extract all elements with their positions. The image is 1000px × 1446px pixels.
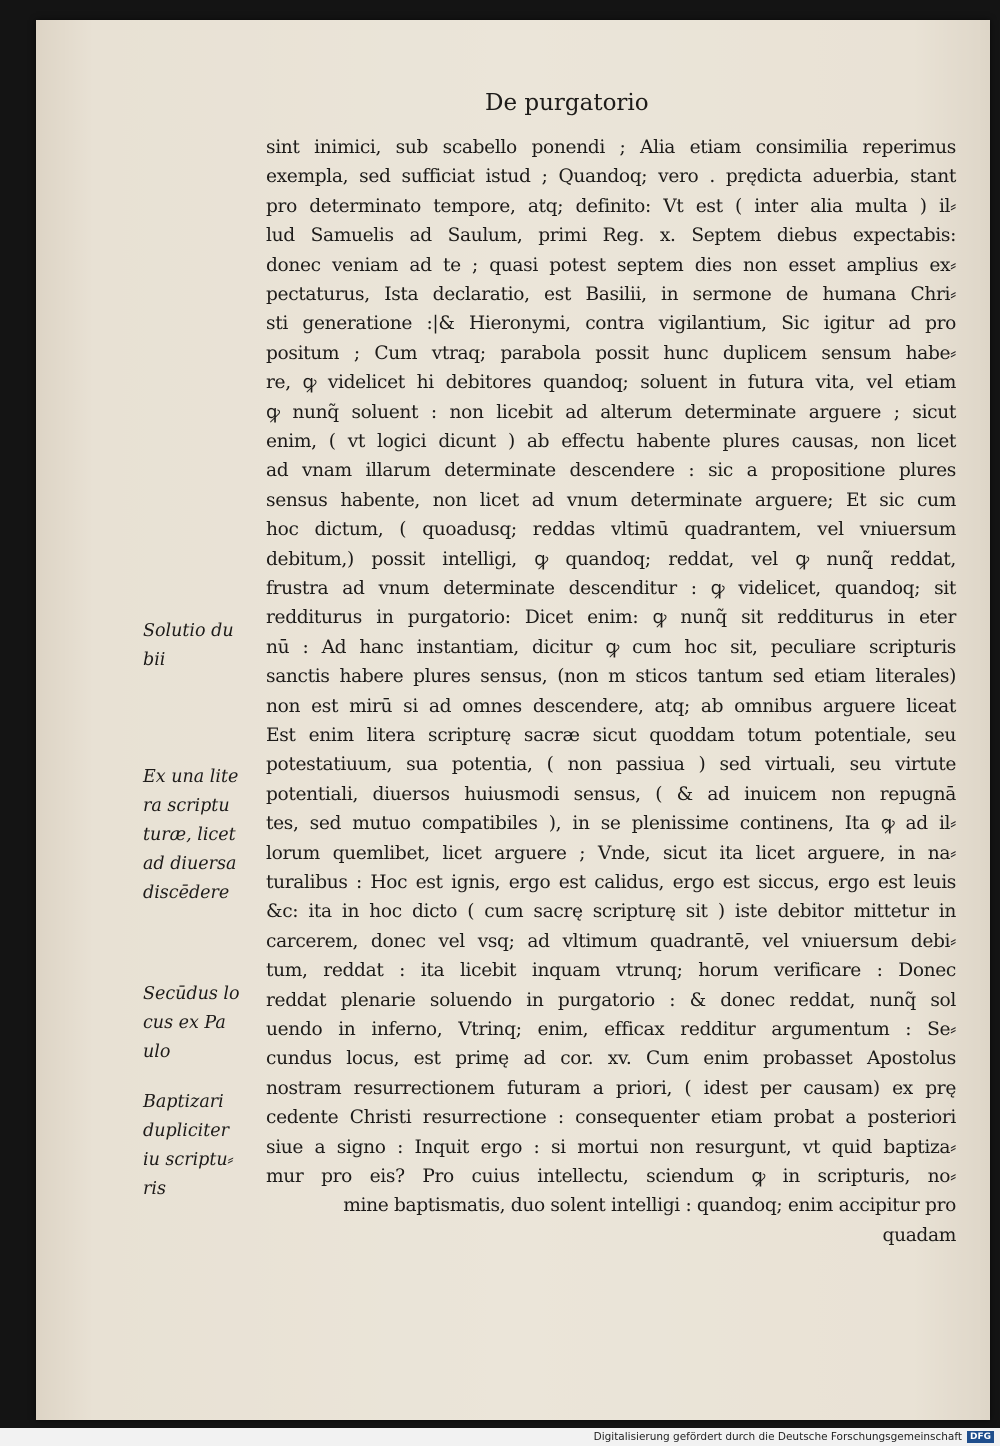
text-line: Est enim litera scripturę sacræ sicut quoddam totum potentiale, seu bbox=[266, 725, 956, 746]
text-line: uendo in inferno, Vtrinq; enim, efficax redditur argumentum : Se⸗ bbox=[266, 1019, 956, 1040]
text-line: sint inimici, sub scabello ponendi ; Alia etiam consimilia reperimus bbox=[266, 137, 956, 158]
text-line: cundus locus, est primę ad cor. xv. Cum enim probasset Apostolus bbox=[266, 1048, 956, 1070]
text-line: nostram resurrectionem futuram a priori, ( idest per causam) ex prę bbox=[266, 1077, 956, 1099]
text-line: pectaturus, Ista declaratio, est Basilii, in sermone de humana Chri⸗ bbox=[266, 284, 956, 305]
marginal-gloss-line: ris bbox=[143, 1179, 166, 1199]
text-line: sanctis habere plures sensus, (non m sticos tantum sed etiam literales) bbox=[266, 666, 956, 688]
marginal-gloss-line: dupliciter bbox=[143, 1121, 230, 1141]
text-line: redditurus in purgatorio: Dicet enim: ꝙ nunq̃ sit redditurus in eter bbox=[266, 607, 956, 629]
text-line: sti generatione :|& Hieronymi, contra vigilantium, Sic igitur ad pro bbox=[266, 313, 956, 335]
text-line: potentiali, diuersos huiusmodi sensus, ( & ad inuicem non repugnā bbox=[266, 783, 956, 805]
text-line: non est mirū si ad omnes descendere, atq; ab omnibus arguere liceat bbox=[266, 695, 956, 717]
marginal-gloss-line: ulo bbox=[143, 1042, 171, 1062]
funding-credit: Digitalisierung gefördert durch die Deutsche Forschungsgemeinschaft bbox=[593, 1431, 962, 1443]
text-line: turalibus : Hoc est ignis, ergo est calidus, ergo est siccus, ergo est leuis bbox=[266, 872, 956, 893]
marginal-gloss-line: discēdere bbox=[143, 883, 230, 903]
text-line: pro determinato tempore, atq; definito: Vt est ( inter alia multa ) il⸗ bbox=[266, 195, 956, 217]
text-line: carcerem, donec vel vsq; ad vltimum quadrantē, vel vniuersum debi⸗ bbox=[266, 930, 956, 952]
marginal-gloss-line: ad diuersa bbox=[143, 854, 237, 874]
marginal-gloss-line: Baptizari bbox=[143, 1092, 224, 1112]
marginal-gloss-line: bii bbox=[143, 650, 166, 670]
text-line: siue a signo : Inquit ergo : si mortui non resurgunt, vt quid baptiza⸗ bbox=[266, 1136, 956, 1158]
text-line: potestatiuum, sua potentia, ( non passiua ) sed virtuali, seu virtute bbox=[266, 754, 956, 776]
text-line: exempla, sed sufficiat istud ; Quandoq; vero . prędicta aduerbia, stant bbox=[266, 166, 956, 188]
marginal-gloss-line: turæ, licet bbox=[143, 825, 236, 845]
text-line: positum ; Cum vtraq; parabola possit hunc duplicem sensum habe⸗ bbox=[266, 342, 956, 364]
text-line: tes, sed mutuo compatibiles ), in se plenissime continens, Ita ꝙ ad il⸗ bbox=[266, 813, 956, 835]
text-line: frustra ad vnum determinate descenditur : ꝙ videlicet, quandoq; sit bbox=[266, 578, 956, 599]
text-line: ꝙ nunq̃ soluent : non licebit ad alterum determinate arguere ; sicut bbox=[266, 401, 956, 423]
marginal-gloss-line: Solutio du bbox=[143, 621, 234, 641]
text-line: mur pro eis? Pro cuius intellectu, sciendum ꝙ in scripturis, no⸗ bbox=[266, 1166, 956, 1187]
text-line: reddat plenarie soluendo in purgatorio : & donec reddat, nunq̃ sol bbox=[266, 989, 956, 1011]
running-title: De purgatorio bbox=[485, 90, 649, 116]
text-line: cedente Christi resurrectione : consequenter etiam probat a posteriori bbox=[266, 1107, 956, 1129]
text-line: mine baptismatis, duo solent intelligi : quandoq; enim accipitur pro bbox=[343, 1195, 956, 1217]
text-line: lud Samuelis ad Saulum, primi Reg. x. Septem diebus expectabis: bbox=[266, 225, 956, 247]
text-line: donec veniam ad te ; quasi potest septem dies non esset amplius ex⸗ bbox=[266, 254, 956, 276]
text-line: hoc dictum, ( quoadusq; reddas vltimū quadrantem, vel vniuersum bbox=[266, 519, 956, 541]
marginal-gloss-line: ra scriptu bbox=[143, 796, 230, 816]
text-line: enim, ( vt logici dicunt ) ab effectu habente plures causas, non licet bbox=[266, 431, 956, 452]
marginal-gloss-line: iu scriptu⸗ bbox=[143, 1150, 234, 1170]
text-line: lorum quemlibet, licet arguere ; Vnde, sicut ita licet arguere, in na⸗ bbox=[266, 842, 956, 864]
text-line: debitum,) possit intelligi, ꝙ quandoq; reddat, vel ꝙ nunq̃ reddat, bbox=[266, 548, 956, 570]
text-line: ad vnam illarum determinate descendere : sic a propositione plures bbox=[266, 460, 956, 482]
marginal-gloss-line: Secūdus lo bbox=[143, 984, 240, 1004]
marginal-gloss-line: Ex una lite bbox=[143, 767, 239, 787]
text-line: sensus habente, non licet ad vnum determinate arguere; Et sic cum bbox=[266, 489, 956, 511]
text-line: nū : Ad hanc instantiam, dicitur ꝙ cum hoc sit, peculiare scripturis bbox=[266, 636, 956, 658]
dfg-logo: DFG bbox=[967, 1431, 994, 1443]
marginal-gloss-line: cus ex Pa bbox=[143, 1013, 226, 1033]
text-line: tum, reddat : ita licebit inquam vtrunq; horum verificare : Donec bbox=[266, 960, 956, 982]
catchword: quadam bbox=[882, 1224, 956, 1246]
text-line: &c: ita in hoc dicto ( cum sacrę scripturę sit ) iste debitor mittetur in bbox=[266, 901, 956, 923]
text-line: re, ꝙ videlicet hi debitores quandoq; soluent in futura vita, vel etiam bbox=[266, 372, 956, 394]
